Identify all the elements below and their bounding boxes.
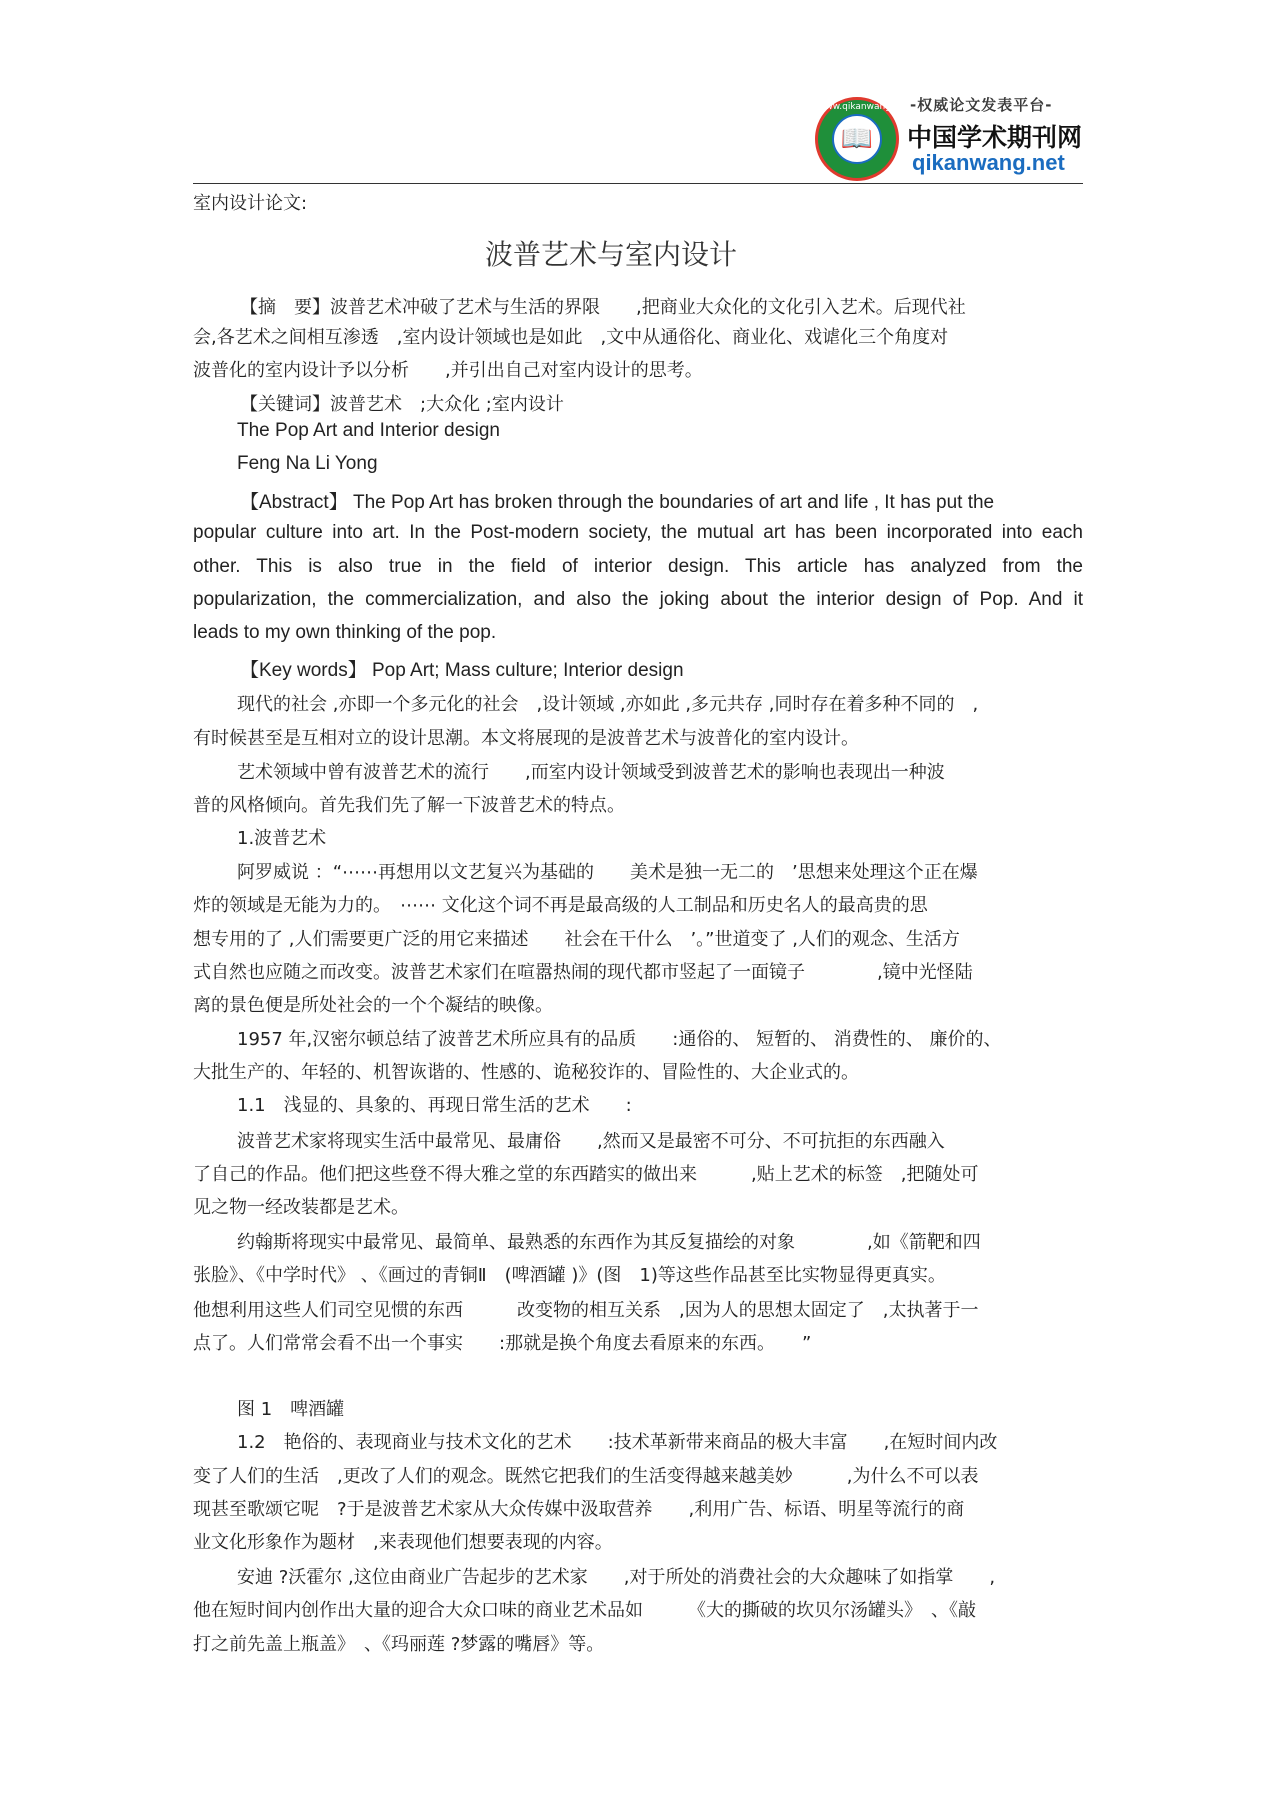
category-label: 室内设计论文: bbox=[193, 193, 308, 214]
book-icon: 📖 bbox=[832, 114, 882, 164]
body-line: 点了。人们常常会看不出一个事实 :那就是换个角度去看原来的东西。 ” bbox=[193, 1333, 812, 1354]
body-line: 现甚至歌颂它呢 ?于是波普艺术家从大众传媒中汲取营养 ,利用广告、标语、明星等流行的商 bbox=[193, 1499, 965, 1520]
body-line: 他在短时间内创作出大量的迎合大众口味的商业艺术品如 《大的撕破的坎贝尔汤罐头》 、《敲 bbox=[193, 1600, 976, 1621]
abstract-cn-line: 【摘 要】波普艺术冲破了艺术与生活的界限 ,把商业大众化的文化引入艺术。后现代社 bbox=[240, 297, 966, 318]
body-line: 约翰斯将现实中最常见、最简单、最熟悉的东西作为其反复描绘的对象 ,如《箭靶和四 bbox=[237, 1232, 981, 1253]
abstract-cn-line: 波普化的室内设计予以分析 ,并引出自己对室内设计的思考。 bbox=[193, 360, 703, 381]
body-line: 炸的领域是无能为力的。 ⋯⋯ 文化这个词不再是最高级的人工制品和历史名人的最高贵的思 bbox=[193, 895, 928, 916]
body-line: 阿罗威说 ：“⋯⋯再想用以文艺复兴为基础的 美术是独一无二的 ’思想来处理这个正在爆 bbox=[237, 862, 978, 883]
abstract-en-line: other. This is also true in the field of interior design. This article has analyzed from the bbox=[193, 556, 1083, 577]
body-line: 想专用的了 ,人们需要更广泛的用它来描述 社会在干什么 ’。”世道变了 ,人们的观念、生活方 bbox=[193, 929, 960, 950]
section-heading: 1.波普艺术 bbox=[237, 828, 327, 849]
body-line: 波普艺术家将现实生活中最常见、最庸俗 ,然而又是最密不可分、不可抗拒的东西融入 bbox=[237, 1131, 945, 1152]
body-line: 大批生产的、年轻的、机智诙谐的、性感的、诡秘狡诈的、冒险性的、大企业式的。 bbox=[193, 1062, 859, 1083]
body-line: 离的景色便是所处社会的一个个凝结的映像。 bbox=[193, 995, 553, 1016]
body-line: 见之物一经改装都是艺术。 bbox=[193, 1197, 409, 1218]
abstract-en-line: leads to my own thinking of the pop. bbox=[193, 622, 497, 643]
logo-seal bbox=[815, 97, 909, 181]
body-line: 打之前先盖上瓶盖》 、《玛丽莲 ?梦露的嘴唇》等。 bbox=[193, 1634, 605, 1655]
body-line: 普的风格倾向。首先我们先了解一下波普艺术的特点。 bbox=[193, 795, 625, 816]
section-heading: 1.2 艳俗的、表现商业与技术文化的艺术 :技术革新带来商品的极大丰富 ,在短时间内改 bbox=[237, 1432, 998, 1453]
keywords-en: 【Key words】 Pop Art; Mass culture; Interior design bbox=[240, 660, 684, 681]
seal-text: www.qikanwang.net bbox=[818, 102, 909, 112]
abstract-en-line: popularization, the commercialization, and also the joking about the interior design of Pop. And it bbox=[193, 589, 1083, 610]
body-line: 安迪 ?沃霍尔 ,这位由商业广告起步的艺术家 ,对于所处的消费社会的大众趣味了如指掌 , bbox=[237, 1567, 996, 1588]
section-heading: 1.1 浅显的、具象的、再现日常生活的艺术 : bbox=[237, 1095, 632, 1116]
figure-caption: 图 1 啤酒罐 bbox=[237, 1399, 345, 1420]
body-line: 变了人们的生活 ,更改了人们的观念。既然它把我们的生活变得越来越美妙 ,为什么不可以表 bbox=[193, 1466, 979, 1487]
abstract-en-line: 【Abstract】 The Pop Art has broken through the boundaries of art and life , It has put the bbox=[240, 492, 995, 513]
logo-name-en: qikanwang.net bbox=[912, 150, 1065, 175]
body-line: 式自然也应随之而改变。波普艺术家们在喧嚣热闹的现代都市竖起了一面镜子 ,镜中光怪陆 bbox=[193, 962, 973, 983]
logo-tagline: -权威论文发表平台- bbox=[910, 96, 1053, 114]
journal-logo bbox=[815, 92, 1090, 182]
body-line: 业文化形象作为题材 ,来表现他们想要表现的内容。 bbox=[193, 1532, 613, 1553]
authors: Feng Na Li Yong bbox=[237, 453, 378, 474]
body-line: 1957 年,汉密尔顿总结了波普艺术所应具有的品质 :通俗的、 短暂的、 消费性的、 廉价的、 bbox=[237, 1029, 1002, 1050]
paper-title: 波普艺术与室内设计 bbox=[485, 238, 738, 271]
body-line: 现代的社会 ,亦即一个多元化的社会 ,设计领域 ,亦如此 ,多元共存 ,同时存在着多种不同的 , bbox=[237, 694, 979, 715]
title-en: The Pop Art and Interior design bbox=[237, 420, 500, 441]
keywords-cn: 【关键词】波普艺术 ;大众化 ;室内设计 bbox=[240, 394, 564, 415]
logo-name-cn: 中国学术期刊网 bbox=[907, 123, 1083, 152]
abstract-en-line: popular culture into art. In the Post-modern society, the mutual art has been incorporated into each bbox=[193, 522, 1083, 543]
body-line: 了自己的作品。他们把这些登不得大雅之堂的东西踏实的做出来 ,贴上艺术的标签 ,把随处可 bbox=[193, 1164, 979, 1185]
body-line: 艺术领域中曾有波普艺术的流行 ,而室内设计领域受到波普艺术的影响也表现出一种波 bbox=[237, 762, 945, 783]
abstract-cn-line: 会,各艺术之间相互渗透 ,室内设计领域也是如此 ,文中从通俗化、商业化、戏谑化三个角度对 bbox=[193, 327, 949, 348]
body-line: 张脸》、《中学时代》 、《画过的青铜Ⅱ (啤酒罐 )》(图 1)等这些作品甚至比实物显得更真实。 bbox=[193, 1265, 946, 1286]
body-line: 有时候甚至是互相对立的设计思潮。本文将展现的是波普艺术与波普化的室内设计。 bbox=[193, 728, 859, 749]
header-rule bbox=[193, 183, 1083, 184]
body-line: 他想利用这些人们司空见惯的东西 改变物的相互关系 ,因为人的思想太固定了 ,太执著于一 bbox=[193, 1300, 979, 1321]
